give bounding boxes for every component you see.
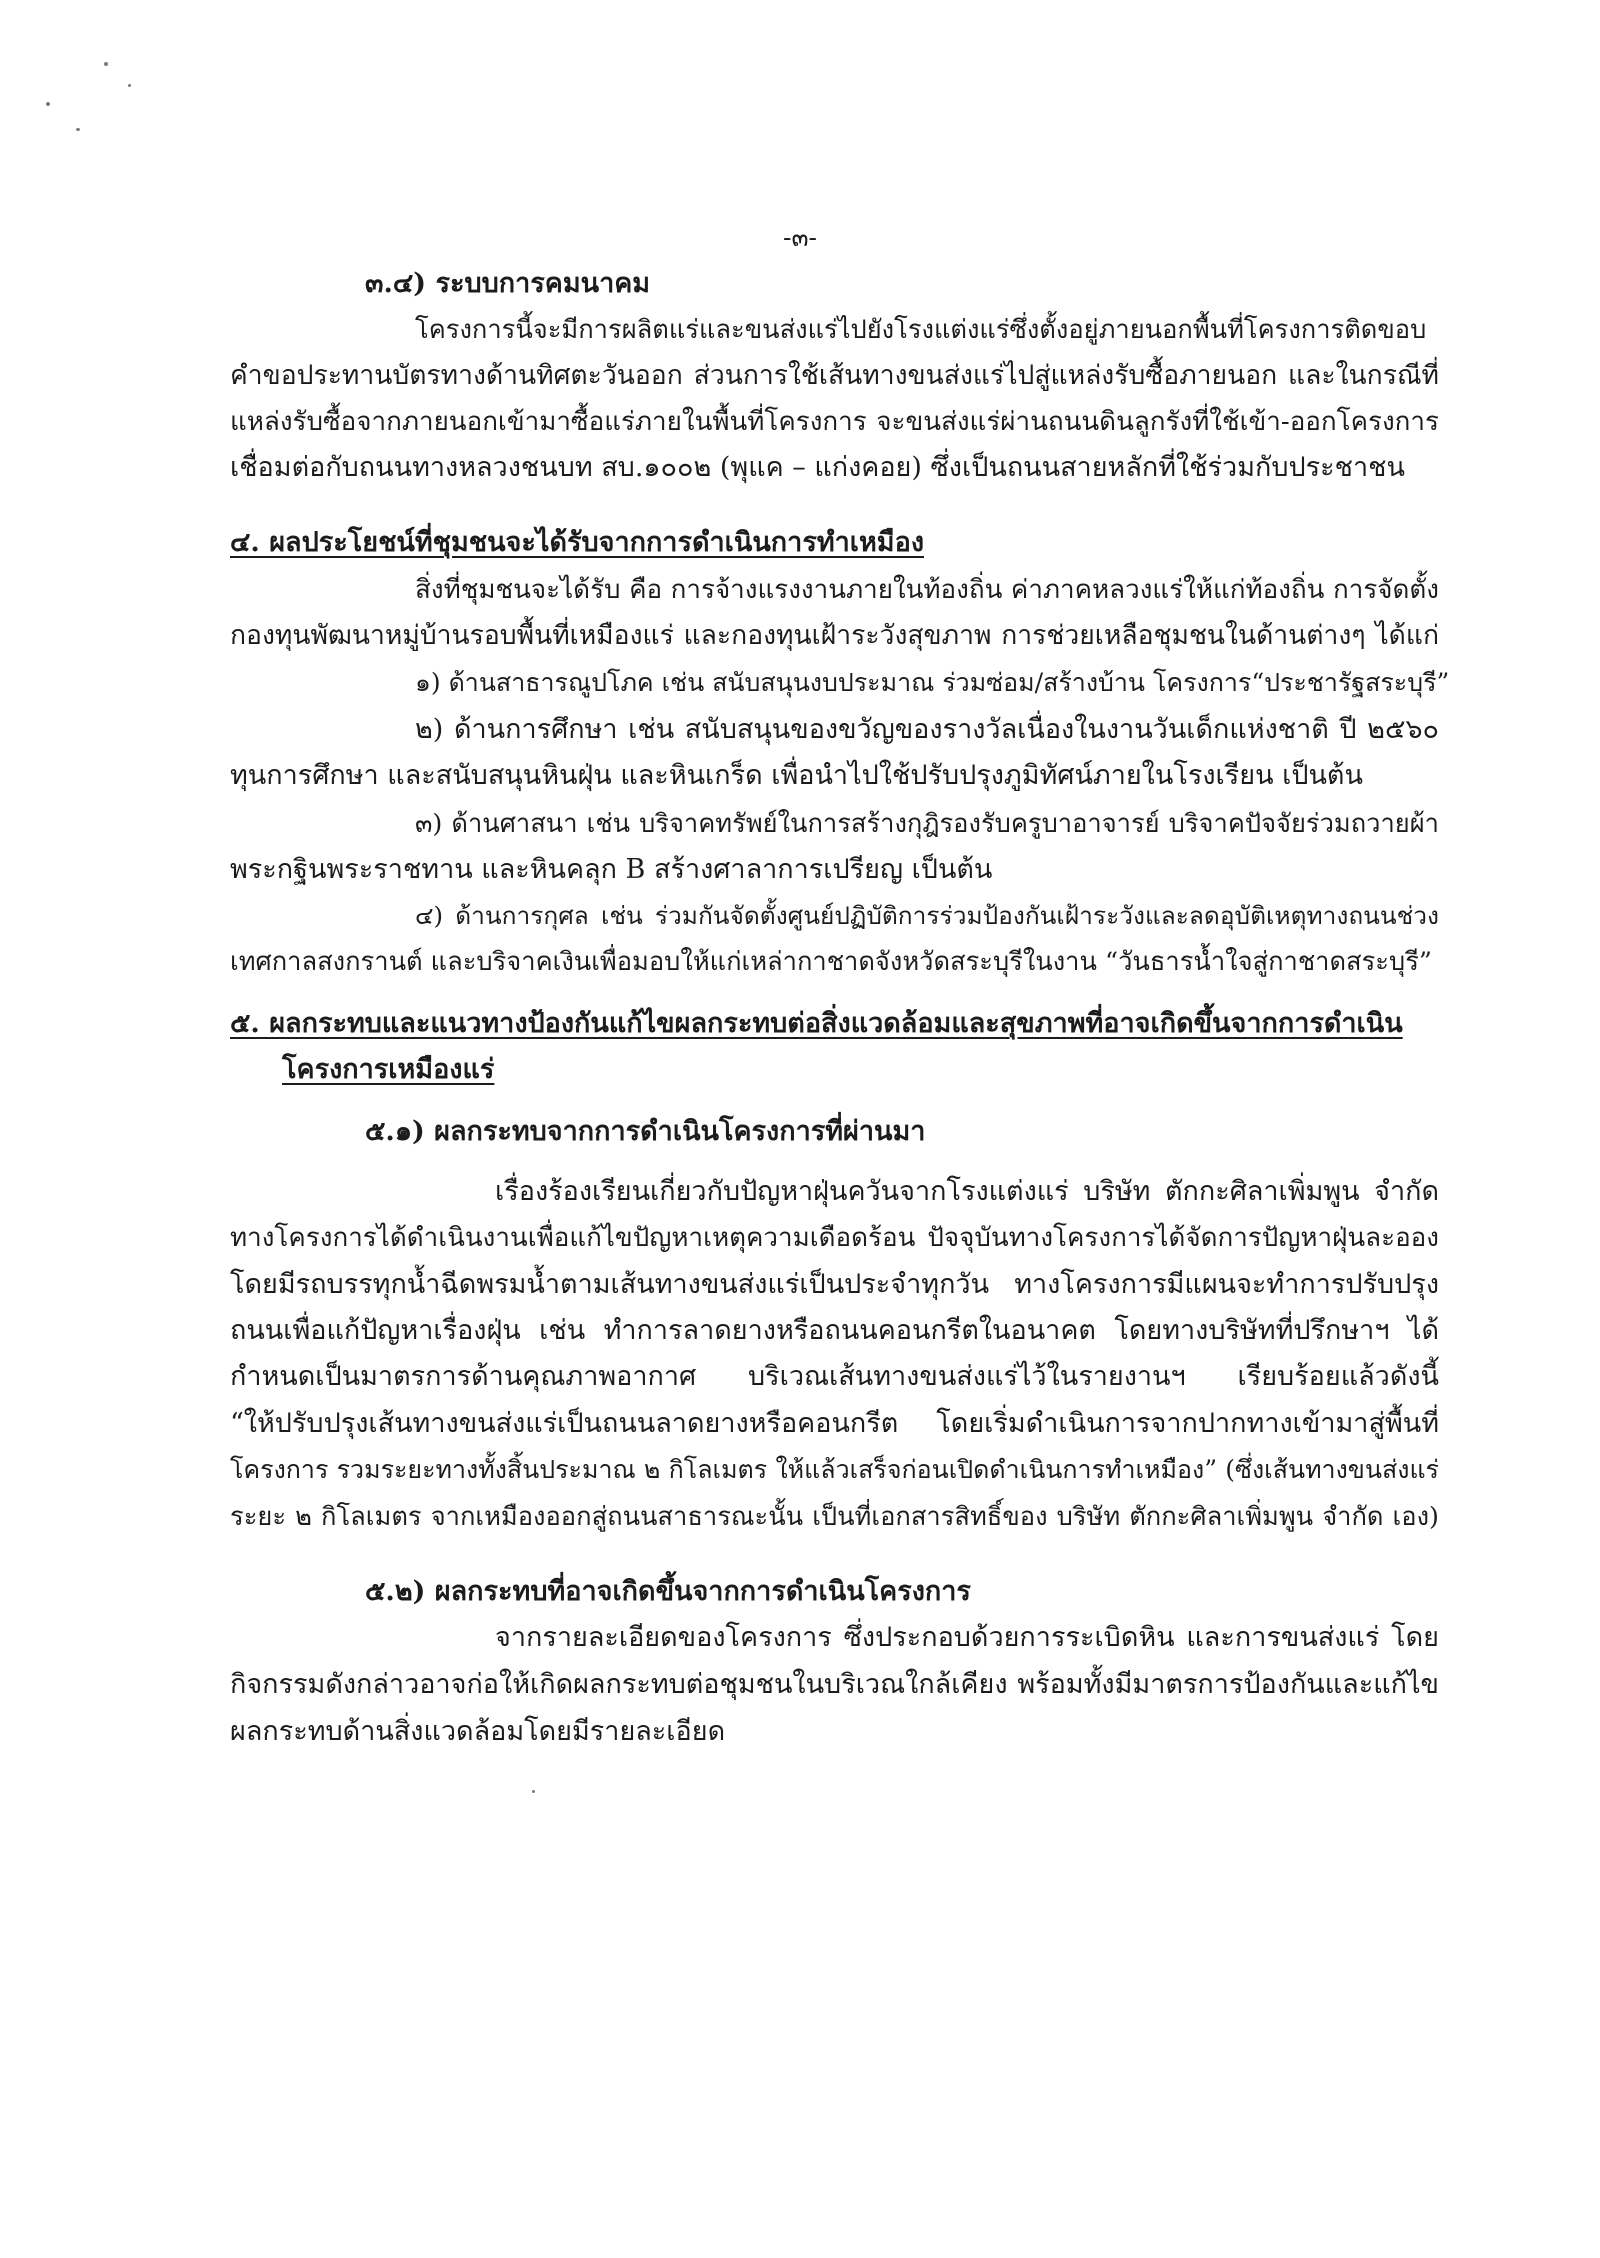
paragraph-line: เรื่องร้องเรียนเกี่ยวกับปัญหาฝุ่นควันจากโรงแต่งแร่ บริษัท ตักกะศิลาเพิ่มพูน จำกัด [495,1176,1439,1207]
paragraph-line: เชื่อมต่อกับถนนทางหลวงชนบท สบ.๑๐๐๒ (พุแค – แก่งคอย) ซึ่งเป็นถนนสายหลักที่ใช้ร่วมกับประชาชน [230,452,1405,483]
paragraph-line: คำขอประทานบัตรทางด้านทิศตะวันออก ส่วนการใช้เส้นทางขนส่งแร่ไปสู่แหล่งรับซื้อภายนอก และในกรณีที่ [230,360,1439,391]
scan-speck [46,102,50,106]
scan-speck [532,1790,535,1793]
paragraph-line: โครงการนี้จะมีการผลิตแร่และขนส่งแร่ไปยังโรงแต่งแร่ซึ่งตั้งอยู่ภายนอกพื้นที่โครงการติดขอบ [415,315,1427,345]
paragraph-line: โดยมีรถบรรทุกน้ำฉีดพรมน้ำตามเส้นทางขนส่งแร่เป็นประจำทุกวัน ทางโครงการมีแผนจะทำการปรับปรุง [230,1269,1439,1300]
paragraph-line: จากรายละเอียดของโครงการ ซึ่งประกอบด้วยการระเบิดหิน และการขนส่งแร่ โดย [495,1622,1439,1653]
scan-speck [76,128,80,131]
paragraph-line: ผลกระทบด้านสิ่งแวดล้อมโดยมีรายละเอียด [230,1716,726,1747]
paragraph-line: “ให้ปรับปรุงเส้นทางขนส่งแร่เป็นถนนลาดยางหรือคอนกรีต โดยเริ่มดำเนินการจากปากทางเข้ามาสู่พื้นที่ [230,1408,1439,1439]
list-item-continuation: ทุนการศึกษา และสนับสนุนหินฝุ่น และหินเกร็ด เพื่อนำไปใช้ปรับปรุงภูมิทัศน์ภายในโรงเรียน เป็นต้น [230,760,1363,791]
scan-speck [104,62,108,66]
paragraph-line: แหล่งรับซื้อจากภายนอกเข้ามาซื้อแร่ภายในพื้นที่โครงการ จะขนส่งแร่ผ่านถนนดินลูกรังที่ใช้เข้า-ออกโครงการ [230,407,1439,437]
paragraph-line: โครงการ รวมระยะทางทั้งสิ้นประมาณ ๒ กิโลเมตร ให้แล้วเสร็จก่อนเปิดดำเนินการทำเหมือง” (ซึ่งเส้นทางขนส่งแร่ [230,1455,1439,1484]
section-5-1-heading: ๕.๑) ผลกระทบจากการดำเนินโครงการที่ผ่านมา [365,1116,926,1147]
paragraph-line: กองทุนพัฒนาหมู่บ้านรอบพื้นที่เหมืองแร่ และกองทุนเฝ้าระวังสุขภาพ การช่วยเหลือชุมชนในด้านต่างๆ ได้แก่ [230,620,1439,651]
paragraph-line: กำหนดเป็นมาตรการด้านคุณภาพอากาศ บริเวณเส้นทางขนส่งแร่ไว้ในรายงานฯ เรียบร้อยแล้วดังนี้ [230,1361,1439,1392]
list-item: ๒) ด้านการศึกษา เช่น สนับสนุนของขวัญของรางวัลเนื่องในงานวันเด็กแห่งชาติ ปี ๒๕๖๐ [415,714,1439,745]
page-number: -๓- [783,223,817,252]
paragraph-line: ถนนเพื่อแก้ปัญหาเรื่องฝุ่น เช่น ทำการลาดยางหรือถนนคอนกรีตในอนาคต โดยทางบริษัทที่ปรึกษาฯ ได้ [230,1315,1439,1346]
paragraph-line: ทางโครงการได้ดำเนินงานเพื่อแก้ไขปัญหาเหตุความเดือดร้อน ปัจจุบันทางโครงการได้จัดการปัญหาฝุ่นละออง [230,1223,1439,1253]
paragraph-line: กิจกรรมดังกล่าวอาจก่อให้เกิดผลกระทบต่อชุมชนในบริเวณใกล้เคียง พร้อมทั้งมีมาตรการป้องกันและแก้ไข [230,1669,1439,1700]
list-item-continuation: เทศกาลสงกรานต์ และบริจาคเงินเพื่อมอบให้แก่เหล่ากาชาดจังหวัดสระบุรีในงาน “วันธารน้ำใจสู่กาชาดสระบุรี” [230,947,1432,977]
list-item-continuation: พระกฐินพระราชทาน และหินคลุก B สร้างศาลาการเปรียญ เป็นต้น [230,854,993,885]
paragraph-line: สิ่งที่ชุมชนจะได้รับ คือ การจ้างแรงงานภายในท้องถิ่น ค่าภาคหลวงแร่ให้แก่ท้องถิ่น การจัดตั้ง [415,575,1439,605]
list-item: ๔) ด้านการกุศล เช่น ร่วมกันจัดตั้งศูนย์ปฏิบัติการร่วมป้องกันเฝ้าระวังและลดอุบัติเหตุทางถนนช่วง [415,901,1439,930]
section-5-2-heading: ๕.๒) ผลกระทบที่อาจเกิดขึ้นจากการดำเนินโครงการ [365,1576,971,1607]
scan-speck [128,84,131,87]
paragraph-line: ระยะ ๒ กิโลเมตร จากเหมืองออกสู่ถนนสาธารณะนั้น เป็นที่เอกสารสิทธิ์ของ บริษัท ตักกะศิลาเพิ่มพูน จำกัด เอง) [230,1502,1439,1532]
section-4-heading: ๔. ผลประโยชน์ที่ชุมชนจะได้รับจากการดำเนินการทำเหมือง [230,527,924,558]
section-5-heading-continuation: โครงการเหมืองแร่ [282,1054,495,1085]
list-item: ๓) ด้านศาสนา เช่น บริจาคทรัพย์ในการสร้างกุฎิรองรับครูบาอาจารย์ บริจาคปัจจัยร่วมถวายผ้า [415,809,1439,839]
section-3-4-heading: ๓.๔) ระบบการคมนาคม [365,268,651,299]
list-item: ๑) ด้านสาธารณูปโภค เช่น สนับสนุนงบประมาณ ร่วมซ่อม/สร้างบ้าน โครงการ“ประชารัฐสระบุรี” [415,668,1450,697]
section-5-heading: ๕. ผลกระทบและแนวทางป้องกันแก้ไขผลกระทบต่อสิ่งแวดล้อมและสุขภาพที่อาจเกิดขึ้นจากการดำเนิน [230,1008,1403,1039]
